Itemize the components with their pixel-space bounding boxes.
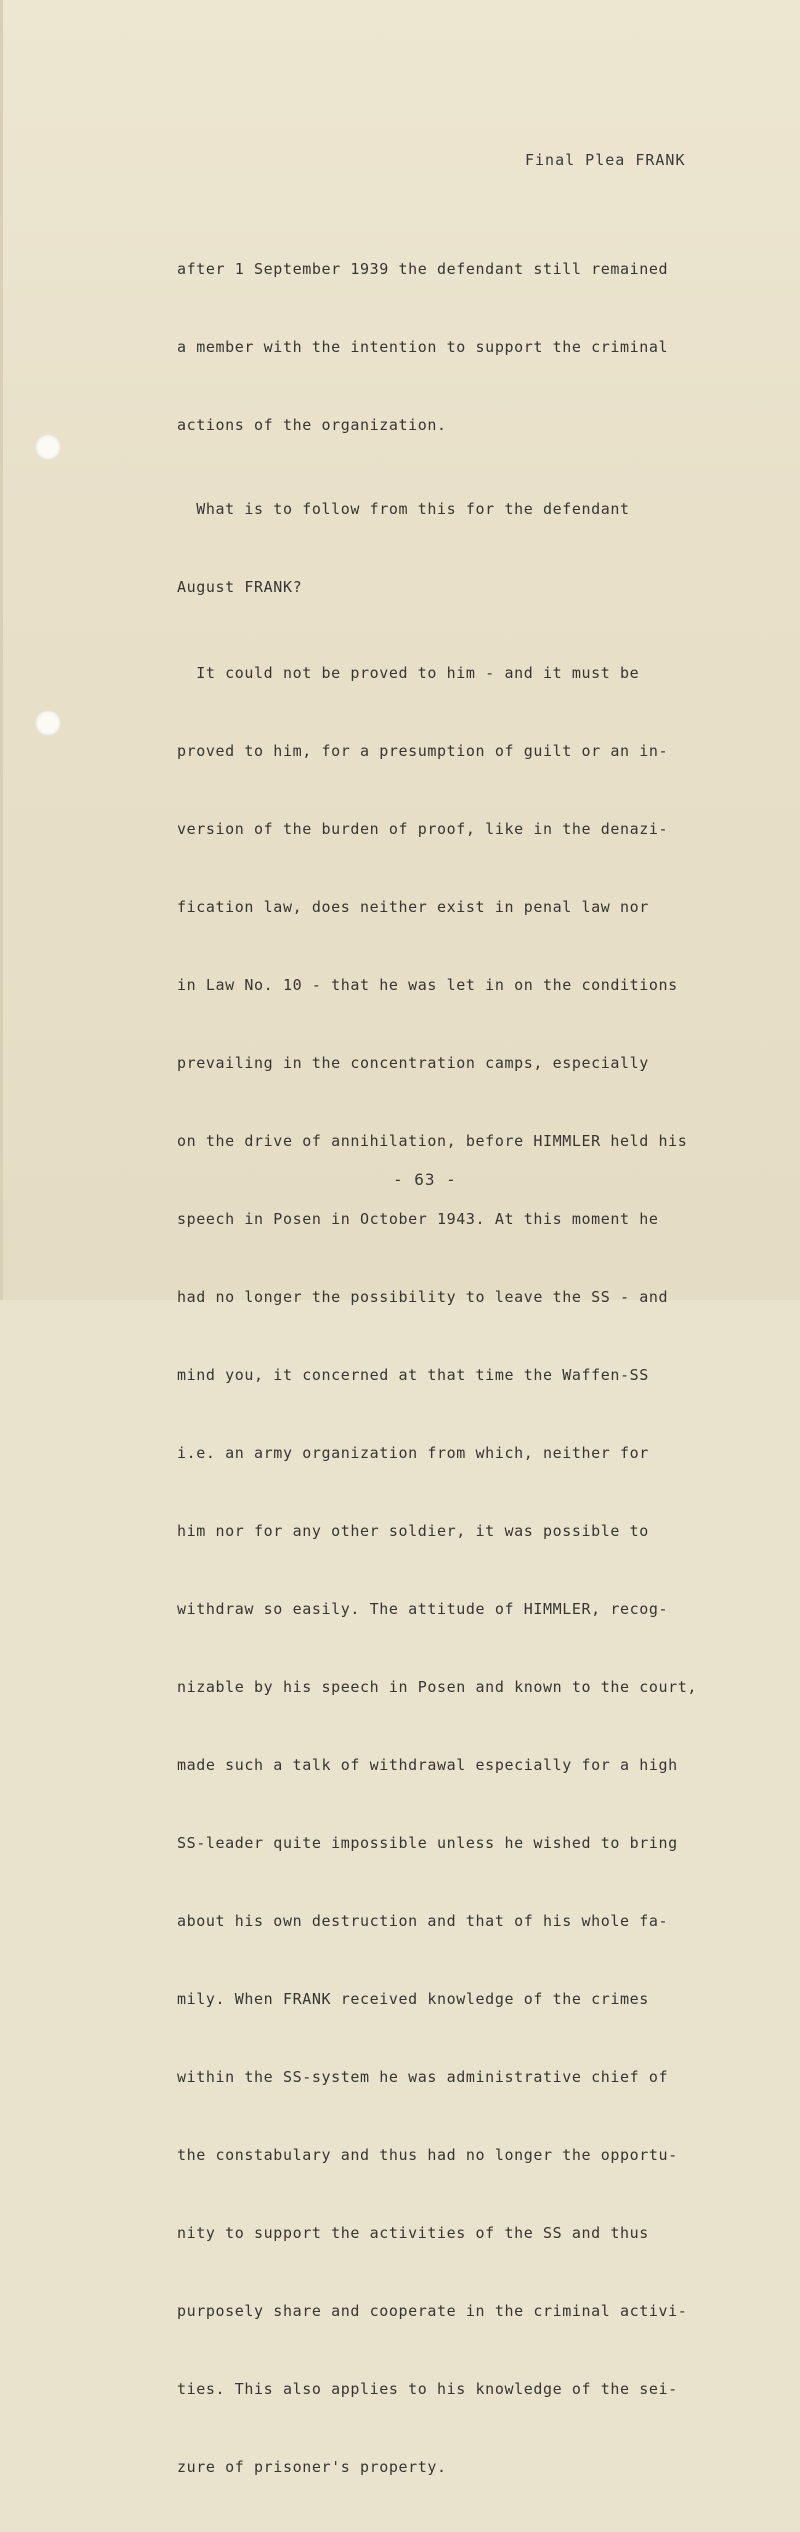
text-line: purposely share and cooperate in the criminal activi- — [177, 2302, 688, 2320]
text-line: speech in Posen in October 1943. At this moment he — [177, 1210, 659, 1228]
text-line: fication law, does neither exist in penal law nor — [177, 898, 649, 916]
text-line: had no longer the possibility to leave the SS - and — [177, 1288, 669, 1306]
text-line: It could not be proved to him - and it must be — [177, 664, 640, 682]
body-text — [177, 204, 737, 2532]
text-line: proved to him, for a presumption of guilt or an in- — [177, 742, 669, 760]
punch-hole-top — [35, 434, 61, 460]
text-line: on the drive of annihilation, before HIMMLER held his — [177, 1132, 688, 1150]
text-line: about his own destruction and that of his whole fa- — [177, 1912, 669, 1930]
text-line: prevailing in the concentration camps, especially — [177, 1054, 649, 1072]
text-line: zure of prisoner's property. — [177, 2458, 447, 2476]
text-line: in Law No. 10 - that he was let in on the conditions — [177, 976, 678, 994]
page-header: Final Plea FRANK — [525, 151, 686, 169]
text-line: mily. When FRANK received knowledge of the crimes — [177, 1990, 649, 2008]
punch-hole-bottom — [35, 710, 61, 736]
page-number: - 63 - — [393, 1170, 457, 1189]
text-line: him nor for any other soldier, it was possible to — [177, 1522, 649, 1540]
text-line: August FRANK? — [177, 578, 303, 596]
text-line: a member with the intention to support the criminal — [177, 338, 669, 356]
text-line: actions of the organization. — [177, 416, 447, 434]
text-line: within the SS-system he was administrative chief of — [177, 2068, 669, 2086]
text-line: mind you, it concerned at that time the Waffen-SS — [177, 1366, 649, 1384]
text-line: version of the burden of proof, like in the denazi- — [177, 820, 669, 838]
text-line: after 1 September 1939 the defendant still remained — [177, 260, 669, 278]
text-line: made such a talk of withdrawal especially for a high — [177, 1756, 678, 1774]
text-line: What is to follow from this for the defendant — [177, 500, 630, 518]
text-line: the constabulary and thus had no longer the opportu- — [177, 2146, 678, 2164]
text-line: ties. This also applies to his knowledge of the sei- — [177, 2380, 678, 2398]
text-line: withdraw so easily. The attitude of HIMMLER, recog- — [177, 1600, 669, 1618]
text-line: i.e. an army organization from which, neither for — [177, 1444, 649, 1462]
text-line: SS-leader quite impossible unless he wished to bring — [177, 1834, 678, 1852]
text-line: nity to support the activities of the SS and thus — [177, 2224, 649, 2242]
text-line: nizable by his speech in Posen and known to the court, — [177, 1678, 698, 1696]
